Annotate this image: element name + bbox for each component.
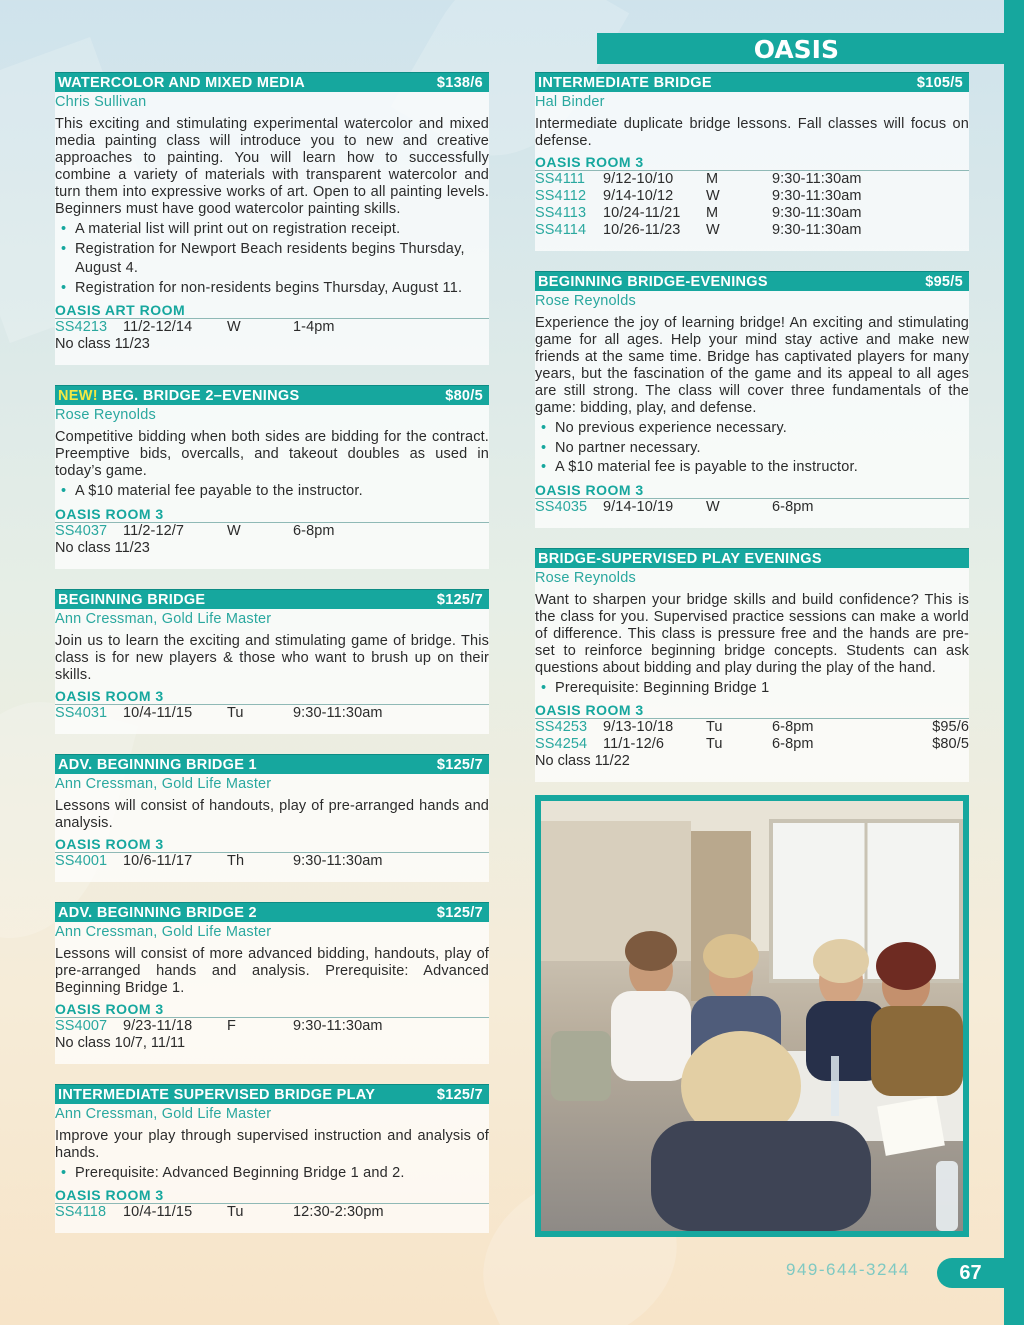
course-header	[535, 72, 969, 92]
session-time: 6-8pm	[772, 719, 814, 735]
course-price: $125/7	[436, 756, 483, 773]
session-row	[55, 1204, 489, 1221]
instructor-name: Hal Binder	[535, 94, 605, 110]
room-name: OASIS ROOM 3	[535, 702, 969, 719]
session-dates: 10/24-11/21	[603, 205, 681, 221]
course-title: BEGINNING BRIDGE	[58, 591, 206, 608]
session-day: W	[227, 319, 241, 335]
session-code: SS4007	[55, 1017, 108, 1034]
course-price: $80/5	[445, 388, 483, 404]
course-title-wrap	[58, 386, 299, 405]
course-description: Competitive bidding when both sides are bidding for the contract. Preemptive bids, overcalls, and takeout doubles as used in today’s game.	[55, 429, 489, 479]
course-card	[55, 1084, 489, 1234]
session-day: Tu	[227, 1204, 244, 1220]
session-code: SS4254	[535, 736, 588, 752]
course-card	[55, 385, 489, 569]
course-header	[55, 589, 489, 609]
no-class-note: No class 11/23	[55, 336, 150, 352]
course-price: $105/5	[916, 75, 963, 91]
session-time: 12:30-2:30pm	[293, 1204, 384, 1220]
session-time: 6-8pm	[293, 522, 335, 539]
page-number: 67	[937, 1258, 1004, 1288]
room-name: OASIS ROOM 3	[535, 482, 969, 499]
course-title: BEGINNING BRIDGE-EVENINGS	[538, 274, 768, 290]
session-code: SS4031	[55, 704, 108, 721]
bullet-list	[55, 482, 489, 502]
bullet-item: • No previous experience necessary.	[535, 419, 969, 439]
course-title-wrap	[58, 755, 257, 774]
session-time: 9:30-11:30am	[772, 188, 862, 204]
course-card	[55, 72, 489, 365]
course-description: Lessons will consist of handouts, play of pre-arranged hands and analysis.	[55, 797, 489, 831]
course-header	[55, 72, 489, 92]
session-dates: 10/4-11/15	[123, 1204, 193, 1220]
session-time: 9:30-11:30am	[772, 222, 862, 238]
session-code: SS4037	[55, 522, 108, 539]
course-title-wrap	[538, 272, 768, 291]
course-title-wrap	[58, 903, 257, 922]
right-column	[535, 72, 969, 802]
course-card	[535, 72, 969, 251]
session-day: Th	[227, 852, 245, 869]
session-time: 9:30-11:30am	[293, 852, 383, 869]
session-dates: 11/1-12/6	[603, 736, 665, 752]
bridge-players-photo	[541, 801, 963, 1231]
room-name: OASIS ROOM 3	[55, 688, 489, 705]
instructor-name: Ann Cressman, Gold Life Master	[55, 610, 272, 627]
session-dates: 10/4-11/15	[123, 704, 193, 721]
session-day: M	[706, 205, 719, 221]
session-time: 6-8pm	[772, 498, 814, 515]
course-price: $125/7	[436, 904, 483, 921]
session-day: F	[227, 1017, 236, 1034]
course-card	[55, 754, 489, 882]
course-description: Intermediate duplicate bridge lessons. Fall classes will focus on defense.	[535, 116, 969, 149]
left-column	[55, 72, 489, 1253]
session-code: SS4114	[535, 222, 587, 238]
course-description: Experience the joy of learning bridge! An exciting and stimulating game for all ages. Help your mind stay active and make new friends at the same time. Bridge has captivated players for many years, but the fascination of the game and its appeal to all ages are still strong. The class will cover three fundamentals of the game: bidding, play, and defense.	[535, 315, 969, 416]
course-description: Lessons will consist of more advanced bidding, handouts, play of pre-arranged hands and analysis. Prerequisite: Advanced Beginning Bridge 1.	[55, 945, 489, 996]
session-row	[535, 719, 969, 736]
session-dates: 11/2-12/14	[123, 319, 193, 335]
instructor-name: Rose Reynolds	[55, 407, 156, 423]
no-class-note: No class 10/7, 11/11	[55, 1034, 186, 1051]
session-code: SS4001	[55, 852, 108, 869]
session-day: Tu	[706, 736, 723, 752]
session-code: SS4253	[535, 719, 588, 735]
session-code: SS4113	[535, 205, 587, 221]
session-day: Tu	[706, 719, 723, 735]
course-price: $125/7	[436, 1086, 483, 1103]
bullet-item: • No partner necessary.	[535, 439, 969, 459]
session-row	[55, 319, 489, 336]
instructor-name: Ann Cressman, Gold Life Master	[55, 775, 272, 792]
class-photo	[535, 795, 969, 1237]
course-header	[55, 385, 489, 405]
course-description: Want to sharpen your bridge skills and build confidence? This is the class for you. Supervised practice sessions can make a world of difference. This class is pressure free and the hands are pre-set to reinforce beginning bridge concepts. Students can ask questions about bidding and play during the play of the hand.	[535, 591, 969, 676]
course-card	[55, 589, 489, 734]
session-row	[535, 188, 969, 205]
session-day: W	[227, 522, 241, 539]
room-name: OASIS ROOM 3	[55, 1187, 489, 1204]
session-time: 1-4pm	[293, 319, 335, 335]
course-title-wrap	[58, 590, 205, 609]
session-code: SS4118	[55, 1204, 107, 1220]
course-header	[535, 548, 969, 568]
session-dates: 9/23-11/18	[123, 1017, 193, 1034]
course-description: This exciting and stimulating experimental watercolor and mixed media painting class will introduce you to new and creative approaches to painting. You will learn how to successfully combine a variety of materials with transparent watercolor and turn them into expressive works of art. Open to all painting levels. Beginners must have good watercolor painting skills.	[55, 116, 489, 217]
no-class-note: No class 11/23	[55, 539, 150, 556]
course-header	[55, 754, 489, 774]
course-card	[535, 548, 969, 783]
room-name: OASIS ROOM 3	[55, 506, 489, 523]
session-row	[55, 523, 489, 540]
session-time: 9:30-11:30am	[293, 704, 383, 721]
course-title: ADV. BEGINNING BRIDGE 2	[58, 904, 257, 921]
course-price: $125/7	[436, 591, 483, 608]
course-header	[55, 1084, 489, 1104]
room-name: OASIS ROOM 3	[55, 836, 489, 853]
course-description: Improve your play through supervised instruction and analysis of hands.	[55, 1127, 489, 1161]
course-title: WATERCOLOR AND MIXED MEDIA	[58, 75, 306, 91]
bullet-list	[535, 419, 969, 478]
course-header	[55, 902, 489, 922]
course-price: $95/5	[925, 274, 963, 290]
bullet-item: • Registration for Newport Beach residents begins Thursday, August 4.	[55, 240, 489, 279]
course-header	[535, 271, 969, 291]
session-row	[535, 499, 969, 516]
session-row	[55, 705, 489, 722]
session-dates: 9/12-10/10	[603, 171, 674, 187]
session-code: SS4213	[55, 319, 108, 335]
session-code: SS4111	[535, 171, 586, 187]
bullet-item: • A $10 material fee is payable to the instructor.	[535, 458, 969, 478]
course-title-wrap	[538, 73, 712, 92]
session-dates: 10/6-11/17	[123, 852, 193, 869]
session-row	[535, 171, 969, 188]
section-banner: OASIS	[597, 33, 1004, 64]
session-row	[535, 205, 969, 222]
course-title: INTERMEDIATE BRIDGE	[538, 75, 712, 91]
course-title: BEG. BRIDGE 2–EVENINGS	[101, 388, 300, 404]
session-day: W	[706, 498, 720, 515]
course-title: ADV. BEGINNING BRIDGE 1	[58, 756, 257, 773]
session-time: 9:30-11:30am	[772, 205, 862, 221]
session-row	[535, 222, 969, 239]
instructor-name: Rose Reynolds	[535, 569, 636, 586]
session-day: W	[706, 188, 720, 204]
session-dates: 10/26-11/23	[603, 222, 681, 238]
bullet-item: • Prerequisite: Beginning Bridge 1	[535, 679, 969, 699]
bullet-item: • A $10 material fee payable to the instructor.	[55, 482, 489, 502]
phone-number: 949-644-3244	[786, 1260, 910, 1279]
session-time: 9:30-11:30am	[293, 1017, 383, 1034]
bullet-list	[55, 220, 489, 298]
course-title: INTERMEDIATE SUPERVISED BRIDGE PLAY	[58, 1086, 376, 1103]
course-title-wrap	[538, 549, 822, 568]
instructor-name: Ann Cressman, Gold Life Master	[55, 923, 272, 940]
bullet-list	[55, 1164, 489, 1184]
session-price: $80/5	[932, 736, 969, 752]
session-dates: 9/14-10/19	[603, 498, 674, 515]
session-code: SS4112	[535, 188, 587, 204]
session-row	[55, 853, 489, 870]
session-dates: 9/14-10/12	[603, 188, 674, 204]
course-title: BRIDGE-SUPERVISED PLAY EVENINGS	[538, 550, 822, 567]
course-title-wrap	[58, 1085, 375, 1104]
course-card	[55, 902, 489, 1064]
room-name: OASIS ROOM 3	[535, 154, 969, 171]
session-code: SS4035	[535, 498, 588, 515]
edge-strip	[1004, 0, 1024, 1325]
no-class-note: No class 11/22	[535, 753, 630, 769]
bullet-item: • A material list will print out on registration receipt.	[55, 220, 489, 240]
session-dates: 11/2-12/7	[123, 522, 185, 539]
course-description: Join us to learn the exciting and stimulating game of bridge. This class is for new players & those who want to brush up on their skills.	[55, 632, 489, 683]
session-day: Tu	[227, 704, 244, 721]
session-day: W	[706, 222, 720, 238]
course-title-wrap	[58, 73, 305, 92]
bullet-list	[535, 679, 969, 699]
instructor-name: Ann Cressman, Gold Life Master	[55, 1105, 272, 1122]
instructor-name: Chris Sullivan	[55, 94, 147, 110]
session-time: 9:30-11:30am	[772, 171, 862, 187]
session-row	[55, 1018, 489, 1035]
bullet-item: • Prerequisite: Advanced Beginning Bridge 1 and 2.	[55, 1164, 489, 1184]
course-price: $138/6	[436, 75, 483, 91]
new-badge: NEW!	[58, 388, 98, 404]
session-time: 6-8pm	[772, 736, 814, 752]
session-price: $95/6	[932, 719, 969, 735]
session-day: M	[706, 171, 719, 187]
course-card	[535, 271, 969, 528]
session-dates: 9/13-10/18	[603, 719, 674, 735]
room-name: OASIS ROOM 3	[55, 1001, 489, 1018]
room-name: OASIS ART ROOM	[55, 302, 489, 319]
instructor-name: Rose Reynolds	[535, 293, 636, 309]
session-row	[535, 736, 969, 753]
bullet-item: • Registration for non-residents begins Thursday, August 11.	[55, 279, 489, 299]
